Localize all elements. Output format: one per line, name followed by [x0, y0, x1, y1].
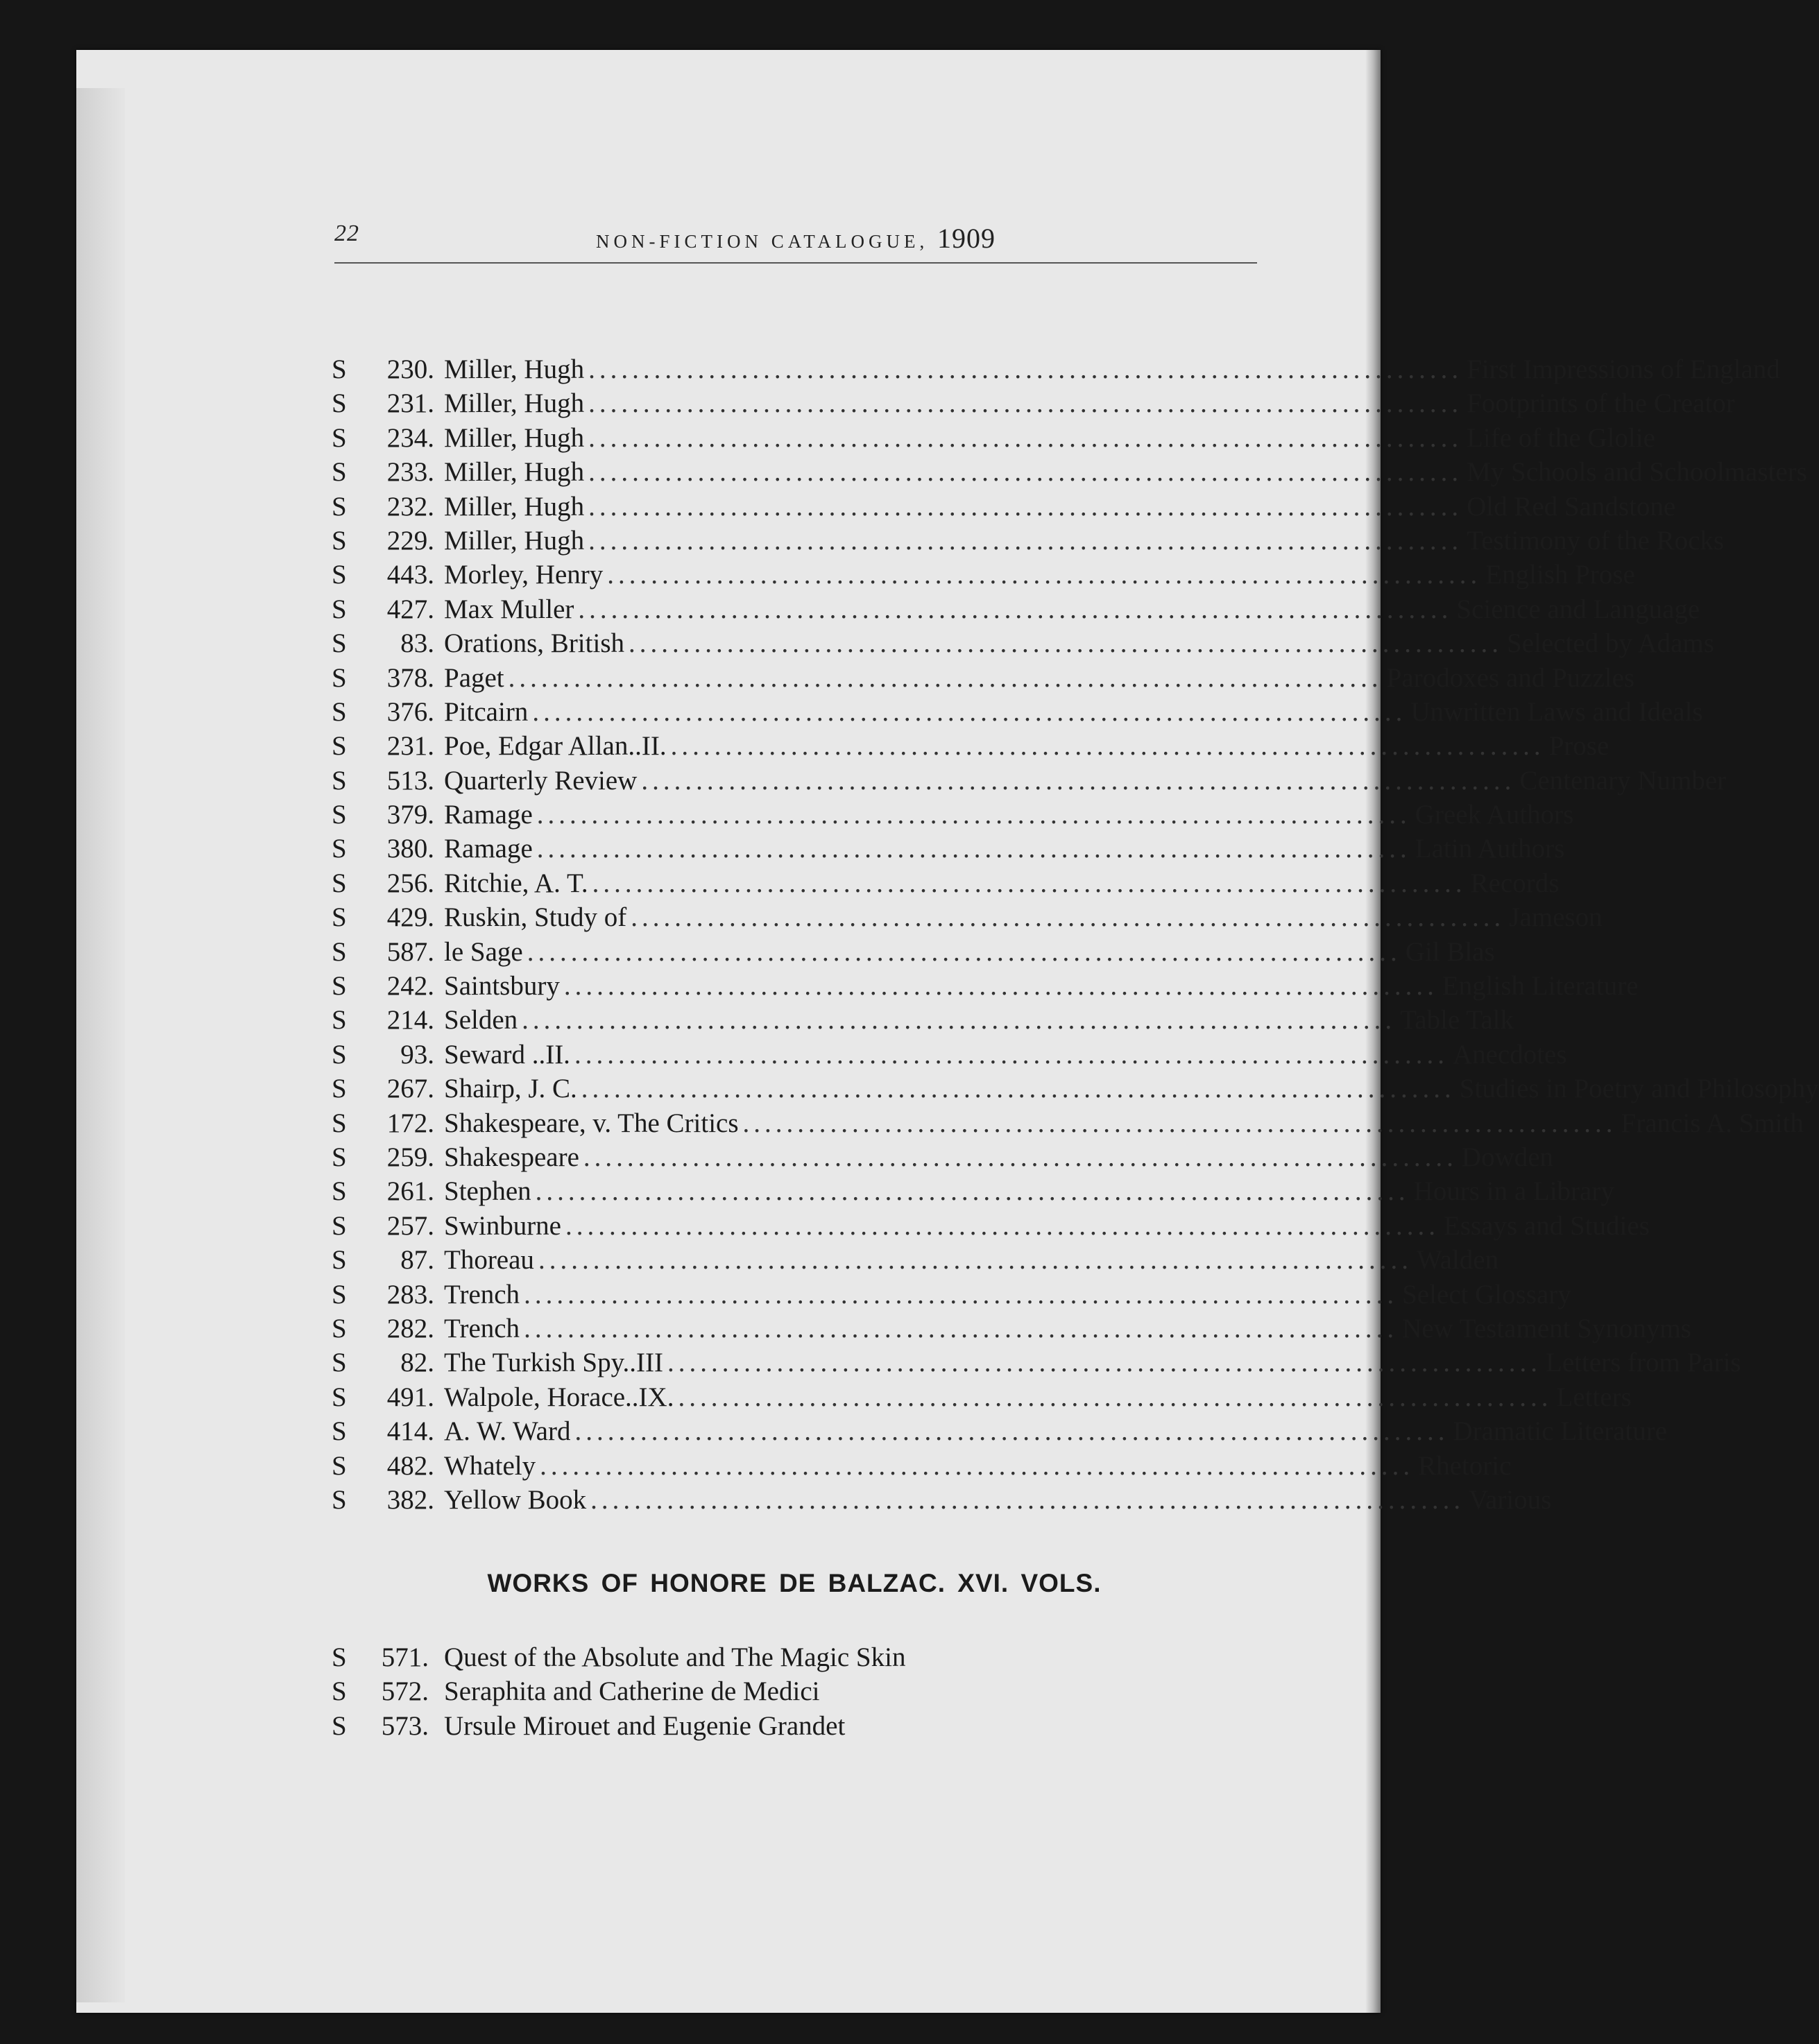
dot-leader: ................................................................................ [527, 936, 1401, 967]
entry-text [444, 1174, 1614, 1208]
catalogue-entry [332, 1278, 1571, 1312]
entry-author: Walpole, Horace..IX. [444, 1382, 674, 1412]
entry-author: Shakespeare [444, 1142, 579, 1172]
entry-number: 93. [400, 1039, 434, 1070]
entry-title: Anecdotes [1452, 1039, 1567, 1070]
shelf-mark: S [332, 1313, 347, 1343]
entry-title: First Impressions of England [1467, 354, 1780, 384]
entry-number: 491. [386, 1382, 434, 1412]
entry-number: 587. [386, 936, 434, 967]
entry-number: 87. [400, 1245, 434, 1276]
page-header [334, 215, 1257, 257]
entry-title: My Schools and Schoolmasters [1467, 457, 1807, 488]
catalogue-entry [332, 1380, 1632, 1414]
shelf-mark: S [332, 354, 347, 384]
entry-number: 233. [386, 457, 434, 488]
catalogue-entry [332, 626, 1714, 660]
catalogue-entry [332, 421, 1655, 455]
entry-text [444, 1449, 1512, 1483]
shelf-mark: S [332, 1279, 347, 1309]
dot-leader: ................................................................................ [629, 628, 1503, 659]
entry-author: Orations, British [444, 628, 624, 659]
header-rule [334, 262, 1257, 264]
dot-leader: ................................................................................ [538, 1245, 1412, 1276]
entry-text [444, 352, 1780, 386]
dot-leader: ................................................................................ [524, 1313, 1399, 1343]
entry-title: Science and Language [1456, 594, 1700, 624]
entry-author: Ramage [444, 834, 533, 864]
entry-title: Rhetoric [1418, 1450, 1512, 1481]
entry-number: 376. [386, 696, 434, 727]
catalogue-entry [332, 1449, 1512, 1483]
shelf-mark: S [332, 868, 347, 898]
catalogue-entry [332, 969, 1639, 1003]
shelf-mark: S [332, 491, 347, 522]
shelf-mark: S [332, 1676, 347, 1707]
dot-leader: ................................................................................ [524, 1279, 1399, 1309]
catalogue-entry [332, 1483, 1552, 1517]
catalogue-entry [332, 592, 1700, 626]
entry-title: Various [1469, 1484, 1552, 1515]
entry-text [444, 866, 1560, 900]
entry-author: Miller, Hugh [444, 354, 585, 384]
entry-author: Miller, Hugh [444, 525, 585, 556]
entry-title: Footprints of the Creator [1467, 388, 1735, 419]
entry-title: Dramatic Literature [1453, 1416, 1668, 1447]
entry-text [444, 1483, 1552, 1517]
dot-leader: ................................................................................ [588, 525, 1463, 556]
entry-number: 214. [386, 1005, 434, 1036]
entry-title: Centenary Number [1519, 765, 1727, 796]
shelf-mark: S [332, 834, 347, 864]
entry-number: 378. [386, 662, 434, 693]
entry-text [444, 1038, 1567, 1072]
dot-leader: ................................................................................ [565, 1210, 1440, 1241]
dot-leader: ................................................................................ [588, 354, 1463, 384]
entry-number: 230. [386, 354, 434, 384]
catalogue-entry [332, 1038, 1567, 1072]
entry-text [444, 900, 1603, 934]
dot-leader: ................................................................................ [742, 1108, 1617, 1138]
entry-title: Letters [1556, 1382, 1632, 1412]
dot-leader: ................................................................................ [536, 834, 1411, 864]
running-title-year: 1909 [937, 223, 996, 254]
balzac-entries [332, 1640, 1257, 1743]
entry-author: Thoreau [444, 1245, 534, 1276]
entry-number: 234. [386, 422, 434, 453]
catalogue-entry [332, 352, 1780, 386]
entry-author: Max Muller [444, 594, 574, 624]
catalogue-entry [332, 1140, 1554, 1174]
entry-title: Dowden [1461, 1142, 1554, 1172]
shelf-mark: S [332, 1005, 347, 1036]
dot-leader: ................................................................................ [607, 560, 1482, 590]
catalogue-entry [332, 386, 1735, 420]
dot-leader: ................................................................................ [581, 1074, 1455, 1104]
entry-title: Walden [1416, 1245, 1499, 1276]
entry-author: Whately [444, 1450, 536, 1481]
entry-text [444, 490, 1676, 524]
entry-text [444, 1278, 1571, 1312]
dot-leader: ................................................................................ [678, 1382, 1553, 1412]
entry-author: Miller, Hugh [444, 422, 585, 453]
shelf-mark: S [332, 594, 347, 624]
entry-number: 382. [386, 1484, 434, 1515]
dot-leader: ................................................................................ [667, 1348, 1542, 1378]
catalogue-entry [332, 1003, 1514, 1037]
catalogue-entry [332, 764, 1727, 798]
entry-text [444, 798, 1574, 832]
entry-number: 443. [386, 560, 434, 590]
shelf-mark: S [332, 1416, 347, 1447]
entry-author: Trench [444, 1313, 520, 1343]
entry-author: Poe, Edgar Allan..II. [444, 731, 667, 762]
entry-number: 380. [386, 834, 434, 864]
catalogue-entry [332, 832, 1565, 866]
catalogue-entry [332, 1243, 1499, 1277]
entry-number: 257. [386, 1210, 434, 1241]
shelf-mark: S [332, 1382, 347, 1412]
entry-title: Essays and Studies [1444, 1210, 1650, 1241]
entry-author: Miller, Hugh [444, 388, 585, 419]
shelf-mark: S [332, 1176, 347, 1207]
catalogue-entry [332, 1209, 1650, 1243]
catalogue-entry [332, 1106, 1804, 1140]
balzac-entry [332, 1640, 1257, 1674]
entry-number: 267. [386, 1074, 434, 1104]
page-left-edge [76, 88, 125, 2002]
catalogue-entry [332, 729, 1609, 763]
entry-number: 427. [386, 594, 434, 624]
entry-text [444, 1312, 1691, 1346]
entry-text [444, 935, 1495, 969]
entry-text [444, 592, 1700, 626]
entry-author: Quarterly Review [444, 765, 638, 796]
entry-text [444, 455, 1807, 489]
shelf-mark: S [332, 457, 347, 488]
entry-title: Greek Authors [1415, 800, 1574, 830]
entry-text [444, 1346, 1741, 1380]
entry-text [444, 1072, 1819, 1106]
entry-number: 283. [386, 1279, 434, 1309]
entry-title: Life of the Glolie [1467, 422, 1655, 453]
shelf-mark: S [332, 731, 347, 762]
entry-text [444, 1640, 1257, 1674]
shelf-mark: S [332, 1642, 347, 1672]
catalogue-entry [332, 490, 1676, 524]
entry-text [444, 524, 1725, 558]
entry-author: Shakespeare, v. The Critics [444, 1108, 739, 1138]
shelf-mark: S [332, 662, 347, 693]
dot-leader: ................................................................................ [535, 1176, 1410, 1207]
entry-author: The Turkish Spy..III [444, 1348, 663, 1378]
shelf-mark: S [332, 1142, 347, 1172]
entry-number: 282. [386, 1313, 434, 1343]
entry-text [444, 695, 1703, 729]
dot-leader: ................................................................................ [588, 388, 1463, 419]
entry-text [444, 1380, 1632, 1414]
entry-number: 242. [386, 971, 434, 1002]
dot-leader: ................................................................................ [641, 765, 1516, 796]
entry-number: 573. [381, 1710, 429, 1741]
entry-title: Letters from Paris [1546, 1348, 1741, 1378]
entry-number: 429. [386, 902, 434, 933]
shelf-mark: S [332, 902, 347, 933]
catalogue-entry [332, 1072, 1819, 1106]
entry-author: Miller, Hugh [444, 491, 585, 522]
entry-title: Seraphita and Catherine de Medici [444, 1676, 820, 1707]
entry-author: Morley, Henry [444, 560, 604, 590]
entry-text [444, 386, 1735, 420]
catalogue-entry [332, 900, 1603, 934]
shelf-mark: S [332, 800, 347, 830]
entry-title: Ursule Mirouet and Eugenie Grandet [444, 1710, 846, 1741]
catalogue-entry [332, 558, 1635, 592]
entry-title: Selected by Adams [1507, 628, 1714, 659]
entry-title: Old Red Sandstone [1467, 491, 1676, 522]
shelf-mark: S [332, 1450, 347, 1481]
entry-title: Select Glossary [1402, 1279, 1571, 1309]
entry-number: 172. [386, 1108, 434, 1138]
catalogue-entry [332, 798, 1574, 832]
dot-leader: ................................................................................ [574, 1416, 1449, 1447]
entry-text [444, 969, 1639, 1003]
catalogue-entry [332, 1312, 1691, 1346]
entry-author: Swinburne [444, 1210, 561, 1241]
entry-text [444, 1209, 1650, 1243]
entry-number: 572. [381, 1676, 429, 1707]
entry-author: Pitcairn [444, 696, 529, 727]
entry-author: Miller, Hugh [444, 457, 585, 488]
entry-number: 232. [386, 491, 434, 522]
shelf-mark: S [332, 1348, 347, 1378]
entry-number: 261. [386, 1176, 434, 1207]
entry-title: Unwritten Laws and Ideals [1410, 696, 1703, 727]
entry-author: Selden [444, 1005, 518, 1036]
section-heading: WORKS OF HONORE DE BALZAC. XVI. VOLS. [487, 1569, 1102, 1597]
dot-leader: ................................................................................ [588, 422, 1463, 453]
balzac-entry [332, 1709, 1257, 1743]
entry-title: Prose [1548, 731, 1609, 762]
shelf-mark: S [332, 628, 347, 659]
entry-author: Yellow Book [444, 1484, 587, 1515]
catalogue-entry [332, 524, 1725, 558]
entry-author: Ritchie, A. T. [444, 868, 588, 898]
entry-title: New Testament Synonyms [1402, 1313, 1691, 1343]
entry-author: Trench [444, 1279, 520, 1309]
entry-text [444, 1414, 1668, 1448]
entry-number: 229. [386, 525, 434, 556]
shelf-mark: S [332, 765, 347, 796]
entry-number: 482. [386, 1450, 434, 1481]
entry-number: 231. [386, 388, 434, 419]
entry-author: Seward ..II. [444, 1039, 570, 1070]
dot-leader: ................................................................................ [578, 594, 1453, 624]
entry-text [444, 626, 1714, 660]
entry-number: 414. [386, 1416, 434, 1447]
shelf-mark: S [332, 1108, 347, 1138]
entry-title: Jameson [1509, 902, 1603, 933]
dot-leader: ................................................................................ [592, 868, 1467, 898]
page-number: 22 [334, 221, 359, 246]
catalogue-entry [332, 866, 1560, 900]
entry-title: Testimony of the Rocks [1467, 525, 1725, 556]
catalogue-entry [332, 935, 1495, 969]
entry-text [444, 1674, 1257, 1708]
shelf-mark: S [332, 1039, 347, 1070]
shelf-mark: S [332, 1074, 347, 1104]
entry-title: English Prose [1485, 560, 1635, 590]
shelf-mark: S [332, 696, 347, 727]
dot-leader: ................................................................................ [583, 1142, 1458, 1172]
entry-number: 571. [381, 1642, 429, 1672]
entry-title: Records [1470, 868, 1560, 898]
entry-author: A. W. Ward [444, 1416, 571, 1447]
entry-title: Gil Blas [1405, 936, 1495, 967]
dot-leader: ................................................................................ [574, 1039, 1449, 1070]
shelf-mark: S [332, 1245, 347, 1276]
catalogue-entry [332, 455, 1807, 489]
entry-author: Ramage [444, 800, 533, 830]
dot-leader: ................................................................................ [522, 1005, 1397, 1036]
entry-number: 83. [400, 628, 434, 659]
dot-leader: ................................................................................ [563, 971, 1438, 1002]
catalogue-entry [332, 1174, 1614, 1208]
entry-title: Table Talk [1400, 1005, 1514, 1036]
entry-text [444, 1243, 1499, 1277]
dot-leader: ................................................................................ [588, 491, 1463, 522]
entry-text [444, 764, 1727, 798]
shelf-mark: S [332, 1484, 347, 1515]
dot-leader: ................................................................................ [540, 1450, 1415, 1481]
shelf-mark: S [332, 936, 347, 967]
catalogue-entry [332, 1346, 1741, 1380]
dot-leader: ................................................................................ [670, 731, 1545, 762]
shelf-mark: S [332, 1210, 347, 1241]
catalogue-entry [332, 695, 1703, 729]
entry-title: Studies in Poetry and Philosophy [1459, 1074, 1819, 1104]
entry-title: English Literature [1442, 971, 1639, 1002]
entry-text [444, 1709, 1257, 1743]
entry-text [444, 558, 1635, 592]
entry-title: Francis A. Smith [1621, 1108, 1804, 1138]
shelf-mark: S [332, 422, 347, 453]
entry-text [444, 661, 1635, 695]
entry-author: le Sage [444, 936, 523, 967]
entry-text [444, 1140, 1554, 1174]
catalogue-entry [332, 1414, 1668, 1448]
shelf-mark: S [332, 560, 347, 590]
dot-leader: ................................................................................ [532, 696, 1407, 727]
entry-author: Paget [444, 662, 504, 693]
shelf-mark: S [332, 388, 347, 419]
entry-number: 231. [386, 731, 434, 762]
entry-author: Stephen [444, 1176, 531, 1207]
entry-title: Quest of the Absolute and The Magic Skin [444, 1642, 906, 1672]
dot-leader: ................................................................................ [536, 800, 1411, 830]
dot-leader: ................................................................................ [508, 662, 1383, 693]
shelf-mark: S [332, 971, 347, 1002]
entry-text [444, 729, 1609, 763]
entry-author: Ruskin, Study of [444, 902, 627, 933]
shelf-mark: S [332, 525, 347, 556]
catalogue-entry [332, 661, 1635, 695]
entry-text [444, 1106, 1804, 1140]
entry-author: Saintsbury [444, 971, 560, 1002]
entry-number: 259. [386, 1142, 434, 1172]
entry-number: 513. [386, 765, 434, 796]
dot-leader: ................................................................................ [588, 457, 1463, 488]
entry-text [444, 1003, 1514, 1037]
entry-author: Shairp, J. C. [444, 1074, 577, 1104]
shelf-mark: S [332, 1710, 347, 1741]
entry-number: 379. [386, 800, 434, 830]
entry-text [444, 832, 1565, 866]
balzac-entry [332, 1674, 1257, 1708]
dot-leader: ................................................................................ [631, 902, 1505, 933]
entry-number: 256. [386, 868, 434, 898]
running-title [334, 222, 1257, 255]
entry-number: 82. [400, 1348, 434, 1378]
entry-title: Latin Authors [1415, 834, 1565, 864]
dot-leader: ................................................................................ [590, 1484, 1465, 1515]
entry-title: Parodoxes and Puzzles [1386, 662, 1635, 693]
entry-text [444, 421, 1655, 455]
running-title-text: NON-FICTION CATALOGUE, [595, 231, 929, 252]
entry-title: Hours in a Library [1413, 1176, 1614, 1207]
catalogue-entries [332, 352, 1819, 1517]
